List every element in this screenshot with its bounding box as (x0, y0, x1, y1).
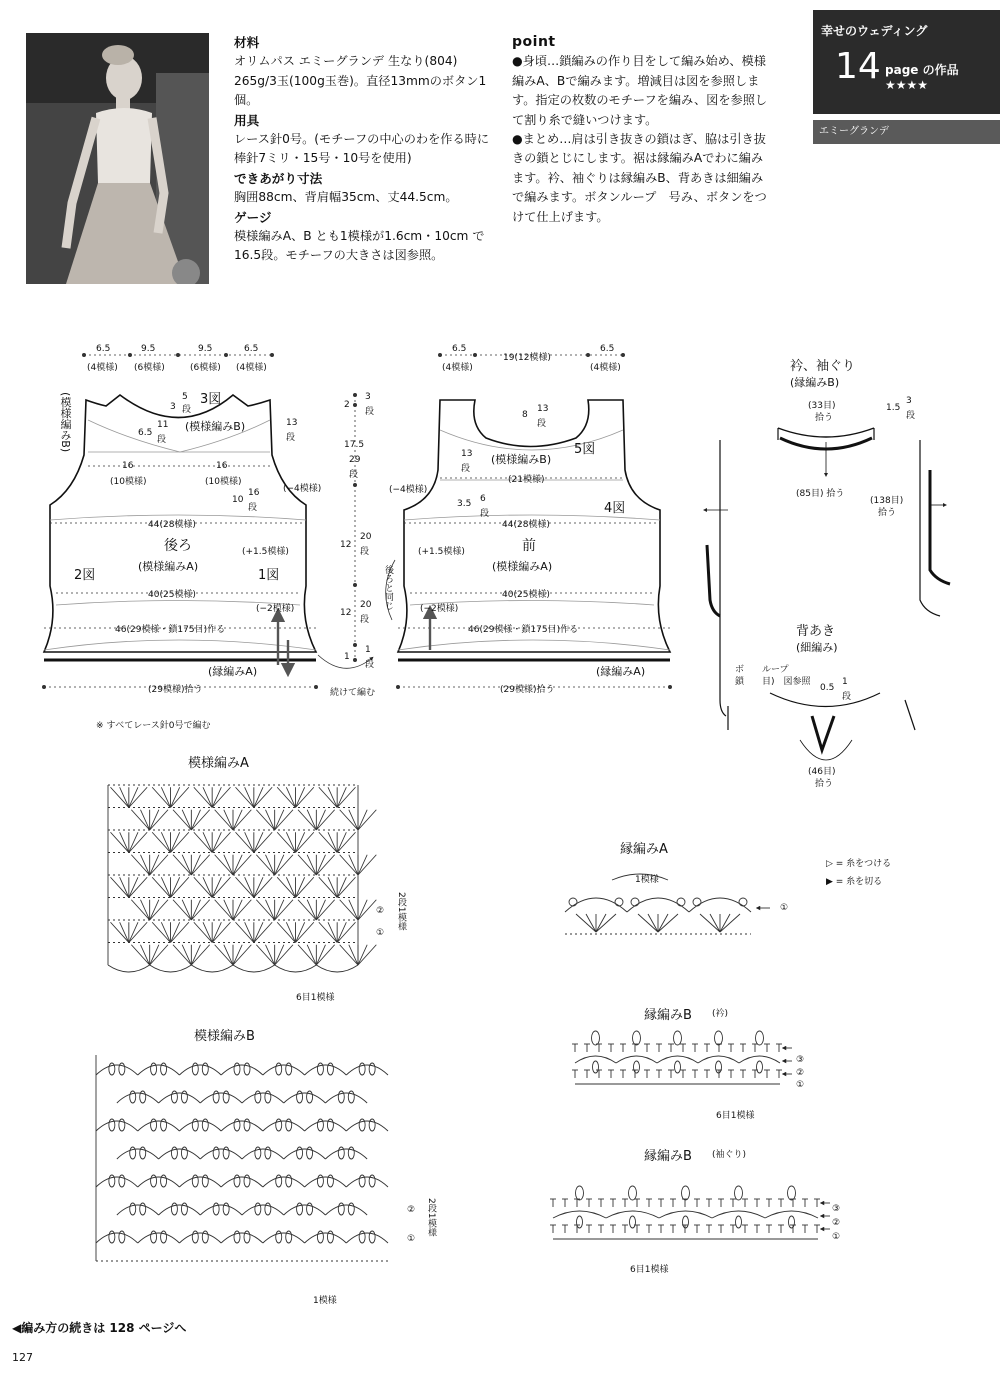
back-opening-sub: (細編み) (796, 641, 838, 654)
ruler-20ab: 段 (360, 547, 370, 557)
chart-a-repeat: 6目1模様 (296, 993, 335, 1003)
back-side-label: (模様編みB) (59, 392, 72, 453)
collar-85: (85目) 拾う (796, 489, 845, 499)
back-width-40: 40(25模様) (148, 590, 196, 600)
legend-attach: ▷ = 糸をつける (826, 859, 892, 869)
front-dim-1: 6.5 (452, 344, 467, 354)
ruler-3: 3 (365, 392, 371, 402)
back-neck-65: 6.5 (138, 428, 153, 438)
chart-a-row2: ② (376, 906, 385, 916)
back-yoke-13: 13 (286, 418, 298, 428)
materials-text: オリムパス エミーグランデ 生なり(804) 265g/3玉(100g玉巻)。直径13mmのボタン1個。 (234, 54, 487, 108)
chart-b-row1: ① (407, 1234, 416, 1244)
back-pattern-b: (模様編みB) (185, 420, 246, 433)
edge-b2-row2: ② (832, 1218, 841, 1228)
tools-heading: 用具 (234, 112, 260, 128)
back-pick-up: (29模様)拾う (148, 685, 203, 695)
back-opening-loop1: ボ ループ (735, 665, 789, 675)
front-dec2: (−2模様) (420, 604, 459, 614)
back-opening-1b: 段 (842, 692, 852, 702)
front-dim-3: 6.5 (600, 344, 615, 354)
back-cast-on: 46(29模様・鎖175目)作る (115, 625, 226, 635)
back-opening-detail (728, 693, 915, 760)
point-para-2: ●まとめ…肩は引き抜きの鎖はぎ、脇は引き抜きの鎖とじにします。裾は縁編みAでわに編みます。衿、袖ぐりは縁編みB、背あきは細編みで編みます。ボタンループ 号み、ボタンをつけて仕上げます。 (512, 132, 767, 224)
back-arm-dec: (−4模様) (283, 484, 322, 494)
front-pattern-a: (模様編みA) (492, 560, 553, 573)
size-heading: できあがり寸法 (234, 170, 323, 186)
front-neck-13b: 段 (537, 419, 547, 429)
front-pick-up: (29模様)拾う (500, 685, 555, 695)
back-dec2: (−2模様) (256, 604, 295, 614)
back-arm-10: 10 (232, 495, 244, 505)
chart-b-title: 模様編みB (194, 1029, 255, 1044)
front-arm-6b: 段 (480, 509, 490, 519)
back-opening-05: 0.5 (820, 683, 835, 693)
back-yoke-13b: 段 (286, 433, 296, 443)
ruler-175: 17.5 (344, 440, 365, 450)
front-count-1: (4模様) (442, 363, 473, 373)
front-width-21: (21模様) (508, 475, 545, 485)
front-pattern-b: (模様編みB) (491, 453, 552, 466)
front-fig4: 4図 (604, 501, 626, 516)
edge-b1-row1: ① (796, 1080, 805, 1090)
back-opening-46b: 拾う (815, 779, 834, 789)
ruler-20a: 20 (360, 532, 372, 542)
collar-33: (33目) (808, 401, 836, 411)
front-neck-13: 13 (537, 404, 549, 414)
front-side-13: 13 (461, 449, 473, 459)
back-neck-11b: 段 (157, 435, 167, 445)
legend-cut: ▶ = 糸を切る (826, 877, 883, 887)
back-opening-loop2: 鎖 目) 図参照 (735, 677, 811, 687)
front-piece (398, 400, 670, 660)
edge-b2-row3: ③ (832, 1204, 841, 1214)
front-arm-6: 6 (480, 494, 486, 504)
back-neck-3: 3 (170, 402, 176, 412)
chart-b-row2: ② (407, 1205, 416, 1215)
size-text: 胸囲88cm、背肩幅35cm、丈44.5cm。 (234, 190, 458, 205)
front-dim-2: 19(12模様) (503, 353, 551, 363)
back-count-1: (4模様) (87, 363, 118, 373)
back-count-2: (6模様) (134, 363, 165, 373)
edge-b2-diagram (550, 1186, 830, 1239)
front-border: (縁編みA) (596, 665, 646, 678)
ruler-29: 29 (349, 455, 361, 465)
edge-b1-title: 縁編みB (644, 1008, 692, 1023)
edge-b2-repeat: 6目1模様 (630, 1265, 669, 1275)
collar-138b: 拾う (878, 508, 897, 518)
point-heading: point (512, 34, 556, 50)
back-fig3: 3図 (200, 392, 222, 407)
edge-a-title: 縁編みA (620, 842, 668, 857)
back-fig2: 2図 (74, 568, 96, 583)
back-dim-4: 6.5 (244, 344, 259, 354)
edge-b1-row3: ③ (796, 1055, 805, 1065)
back-count-3: (6模様) (190, 363, 221, 373)
edge-b1-repeat: 6目1模様 (716, 1111, 755, 1121)
front-neck-8: 8 (522, 410, 528, 420)
chart-b-rows: 2段1模様 (426, 1198, 436, 1237)
back-count-4: (4模様) (236, 363, 267, 373)
edge-b2-sub: (袖ぐり) (712, 1150, 747, 1160)
collar-sub: (縁編みB) (790, 376, 840, 389)
page-number-big: 14 (835, 46, 881, 87)
front-inc: (+1.5模様) (418, 547, 465, 557)
back-inc: (+1.5模様) (242, 547, 289, 557)
edge-b2-row1: ① (832, 1232, 841, 1242)
back-fig1: 1図 (258, 568, 280, 583)
back-pattern-a: (模様編みA) (138, 560, 199, 573)
chart-b-diagram (96, 1055, 388, 1261)
collar-138: (138目) (870, 496, 904, 506)
ruler-1bb: 段 (365, 660, 375, 670)
chart-a-title: 模様編みA (188, 756, 249, 771)
back-yoke-16b: 16 (216, 461, 228, 471)
front-cast-on: 46(29模様・鎖175目)作る (468, 625, 579, 635)
back-yoke-16a: 16 (122, 461, 134, 471)
hook-note: ※ すべてレース針0号で編む (96, 721, 211, 731)
back-width-44: 44(28模様) (148, 520, 196, 530)
ruler-29b: 段 (349, 470, 359, 480)
same-as-back-note: 後ろと同じ (383, 565, 393, 610)
back-border: (縁編みA) (208, 665, 258, 678)
ruler-20b: 20 (360, 600, 372, 610)
edge-b1-diagram (572, 1031, 792, 1084)
front-fig5: 5図 (574, 442, 596, 457)
chart-a-row1: ① (376, 928, 385, 938)
page-number: 127 (12, 1351, 33, 1364)
point-para-1: ●身頃…鎖編みの作り目をして編み始め、模様編みA、Bで編みます。増減目は図を参照します。指定の枚数のモチーフを編み、図を参照して割り糸で縫いつけます。 (512, 54, 768, 127)
front-width-44: 44(28模様) (502, 520, 550, 530)
materials-heading: 材料 (234, 35, 260, 50)
back-dim-3: 9.5 (198, 344, 213, 354)
ruler-12a: 12 (340, 540, 352, 550)
ruler-3b: 段 (365, 407, 375, 417)
chart-b-repeat: 1模様 (313, 1296, 337, 1306)
front-title: 前 (522, 538, 536, 554)
front-side-13b: 段 (461, 464, 471, 474)
edge-a-repeat: 1模様 (635, 875, 659, 885)
back-dim-1: 6.5 (96, 344, 111, 354)
ruler-20bb: 段 (360, 615, 370, 625)
back-neck-11: 11 (157, 420, 169, 430)
continue-knit-note: 続けて編む (330, 688, 376, 698)
gauge-text: 模様編みA、B とも1模様が1.6cm・10cm で16.5段。モチーフの大きさは図参照。 (234, 229, 485, 263)
continued-note: ◀編み方の続きは 128 ページへ (12, 1321, 187, 1335)
collar-33b: 拾う (815, 413, 834, 423)
collar-title: 衿、袖ぐり (790, 359, 856, 374)
ruler-1b: 1 (365, 645, 371, 655)
edge-a-diagram (565, 874, 770, 934)
chart-a-diagram (108, 785, 376, 972)
back-title: 後ろ (164, 538, 192, 554)
front-count-3: (4模様) (590, 363, 621, 373)
front-arm-35: 3.5 (457, 499, 472, 509)
back-arm-16: 16 (248, 488, 260, 498)
back-opening-title: 背あき (796, 624, 836, 639)
tools-text: レース針0号。(モチーフの中心のわを作る時に棒針7ミリ・15号・10号を使用) (234, 132, 490, 166)
front-width-40: 40(25模様) (502, 590, 550, 600)
back-yoke-16a-count: (10模様) (110, 477, 147, 487)
yarn-brand-band: エミーグランデ (813, 120, 1000, 144)
edge-b2-title: 縁編みB (644, 1149, 692, 1164)
chart-a-rows: 2段1模様 (396, 892, 406, 931)
edge-b1-row2: ② (796, 1068, 805, 1078)
front-arm-dec: (−4模様) (389, 485, 428, 495)
edge-a-row1: ① (780, 903, 789, 913)
page-label: page の作品 ★★★★ (885, 63, 959, 92)
back-neck-5b: 段 (182, 405, 192, 415)
collar-3: 3 (906, 396, 912, 406)
ruler-1: 1 (344, 652, 350, 662)
back-yoke-16b-count: (10模様) (205, 477, 242, 487)
gauge-heading: ゲージ (234, 209, 272, 225)
ruler-12b: 12 (340, 608, 352, 618)
back-neck-5: 5 (182, 392, 188, 402)
ruler-2: 2 (344, 400, 350, 410)
back-opening-46: (46目) (808, 767, 836, 777)
edge-b1-sub: (衿) (712, 1009, 729, 1019)
series-title: 幸せのウェディング (821, 24, 928, 38)
collar-15: 1.5 (886, 403, 901, 413)
back-dim-2: 9.5 (141, 344, 156, 354)
back-opening-1: 1 (842, 677, 848, 687)
back-arm-16b: 段 (248, 503, 258, 513)
collar-3b: 段 (906, 411, 916, 421)
